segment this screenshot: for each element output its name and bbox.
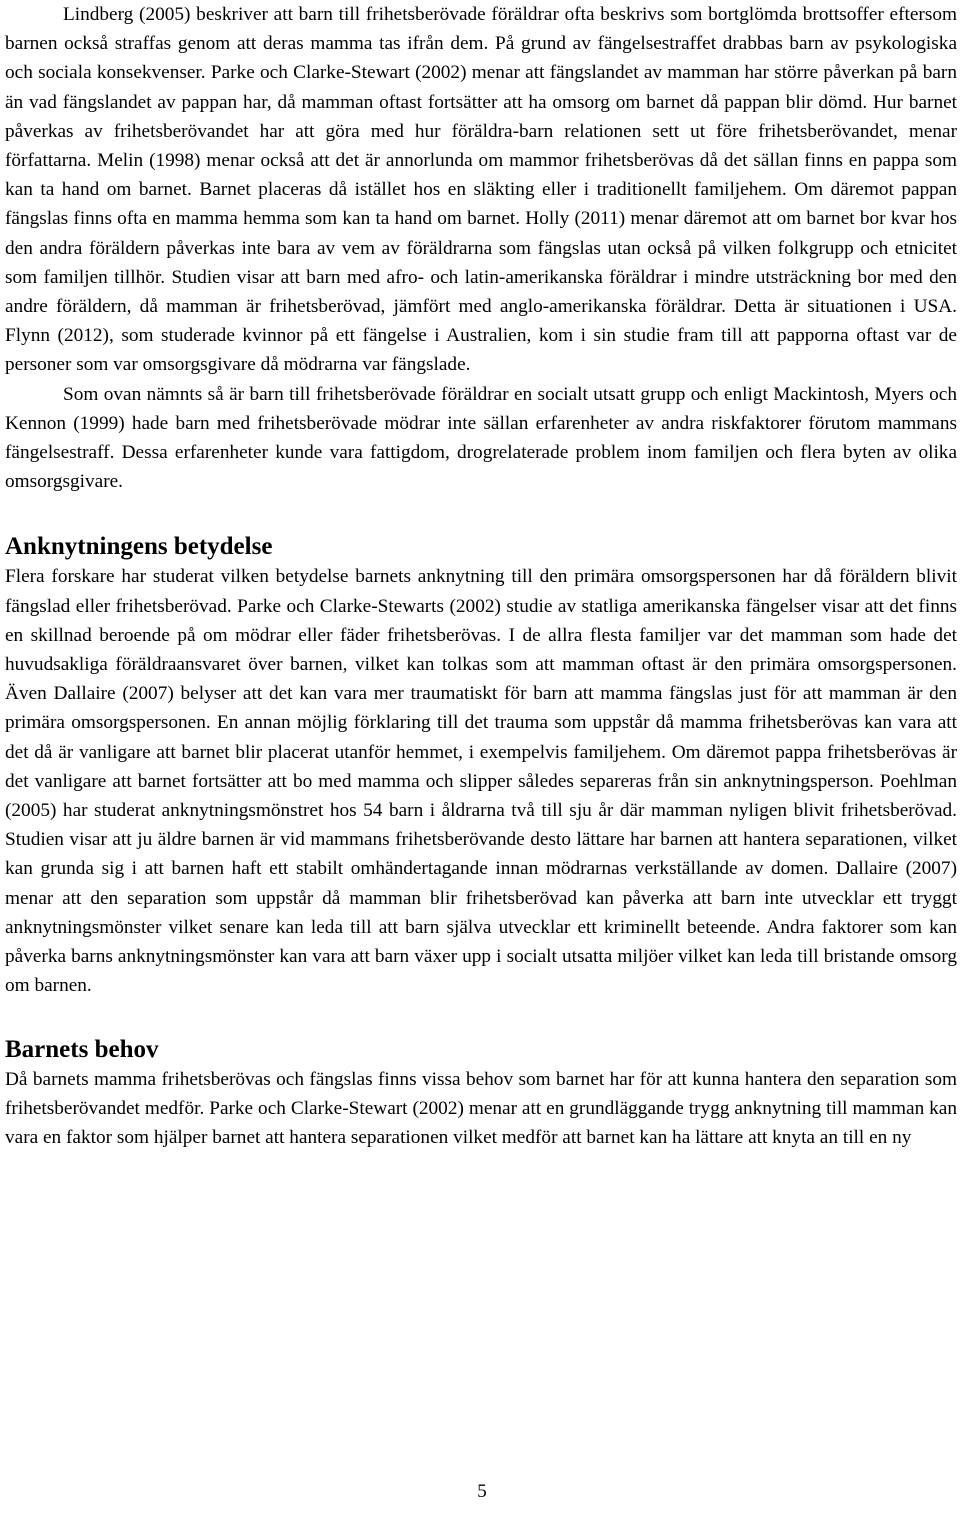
body-paragraph: Flera forskare har studerat vilken betydelse barnets anknytning till den primära omsorgspersonen har då föräldern blivit fängslad eller frihetsberövad. Parke och Clarke-Stewarts (2002) studie av statliga amerikanska fängelser visar att det finns en skillnad beroende på om mödrar eller fäder frihetsberövas. I de allra flesta familjer var det mamman som hade det huvudsakliga föräldraansvaret över barnen, vilket kan tolkas som att mamman oftast är den primära omsorgspersonen. Även Dallaire (2007) belyser att det kan vara mer traumatiskt för barn att mamma fängslas just för att mamman är den primära omsorgspersonen. En annan möjlig förklaring till det trauma som uppstår då mamma frihetsberövas kan vara att det då är vanligare att barnet blir placerat utanför hemmet, i exempelvis familjehem. Om däremot pappa frihetsberövas är det vanligare att barnet fortsätter att bo med mamma och slipper således separeras från sin anknytningsperson. Poehlman (2005) har studerat anknytningsmönstret hos 54 barn i åldrarna två till sju år där mamman nyligen blivit frihetsberövad. Studien visar att ju äldre barnen är vid mammans frihetsberövande desto lättare har barnen att hantera separationen, vilket kan grunda sig i att barnen haft ett stabilt omhändertagande innan mödrarnas verkställande av domen. Dallaire (2007) menar att den separation som uppstår då mamman blir frihetsberövad kan påverka att barn inte utvecklar ett tryggt anknytningsmönster vilket senare kan leda till att barn själva utvecklar ett kriminellt beteende. Andra faktorer som kan påverka barns anknytningsmönster kan vara att barn växer upp i socialt utsatta miljöer vilket kan leda till bristande omsorg om barnen. [5, 566, 957, 997]
body-paragraph: Då barnets mamma frihetsberövas och fängslas finns vissa behov som barnet har för att kunna hantera den separation som frihetsberövandet medför. Parke och Clarke-Stewart (2002) menar att en grundläggande trygg anknytning till mamman kan vara en faktor som hjälper barnet att hantera separationen vilket medför att barnet kan ha lättare att knyta an till en ny [5, 1068, 957, 1148]
body-paragraph: Som ovan nämnts så är barn till frihetsberövade föräldrar en socialt utsatt grupp och enligt Mackintosh, Myers och Kennon (1999) hade barn med frihetsberövade mödrar inte sällan erfarenheter av andra riskfaktorer förutom mammans fängelsestraff. Dessa erfarenheter kunde vara fattigdom, drogrelaterade problem inom familjen och flera byten av olika omsorgsgivare. [5, 383, 957, 493]
section-heading: Barnets behov [5, 1035, 159, 1063]
page-number: 5 [477, 1481, 487, 1502]
body-paragraph: Lindberg (2005) beskriver att barn till frihetsberövade föräldrar ofta beskrivs som bortglömda brottsoffer eftersom barnen också straffas genom att deras mamma tas ifrån dem. På grund av fängelsestraffet drabbas barn av psykologiska och sociala konsekvenser. Parke och Clarke-Stewart (2002) menar att fängslandet av mamman har större påverkan på barn än vad fängslandet av pappan har, då mamman oftast fortsätter att ha omsorg om barnet då pappan blir dömd. Hur barnet påverkas av frihetsberövandet har att göra med hur föräldra-barn relationen sett ut före frihetsberövandet, menar författarna. Melin (1998) menar också att det är annorlunda om mammor frihetsberövas då det sällan finns en pappa som kan ta hand om barnet. Barnet placeras då istället hos en släkting eller i traditionellt familjehem. Om däremot pappan fängslas finns ofta en mamma hemma som kan ta hand om barnet. Holly (2011) menar däremot att om barnet bor kvar hos den andra föräldern påverkas inte bara av vem av föräldrarna som fängslas utan också på vilken folkgrupp och etnicitet som familjen tillhör. Studien visar att barn med afro- och latin-amerikanska föräldrar i mindre utsträckning bor med den andre föräldern, då mamman är frihetsberövad, jämfört med anglo-amerikanska föräldrar. Detta är situationen i USA. Flynn (2012), som studerade kvinnor på ett fängelse i Australien, kom i sin studie fram till att papporna oftast var de personer som var omsorgsgivare då mödrarna var fängslade. [5, 4, 957, 376]
document-page [5, 0, 957, 1152]
section-heading: Anknytningens betydelse [5, 533, 273, 561]
